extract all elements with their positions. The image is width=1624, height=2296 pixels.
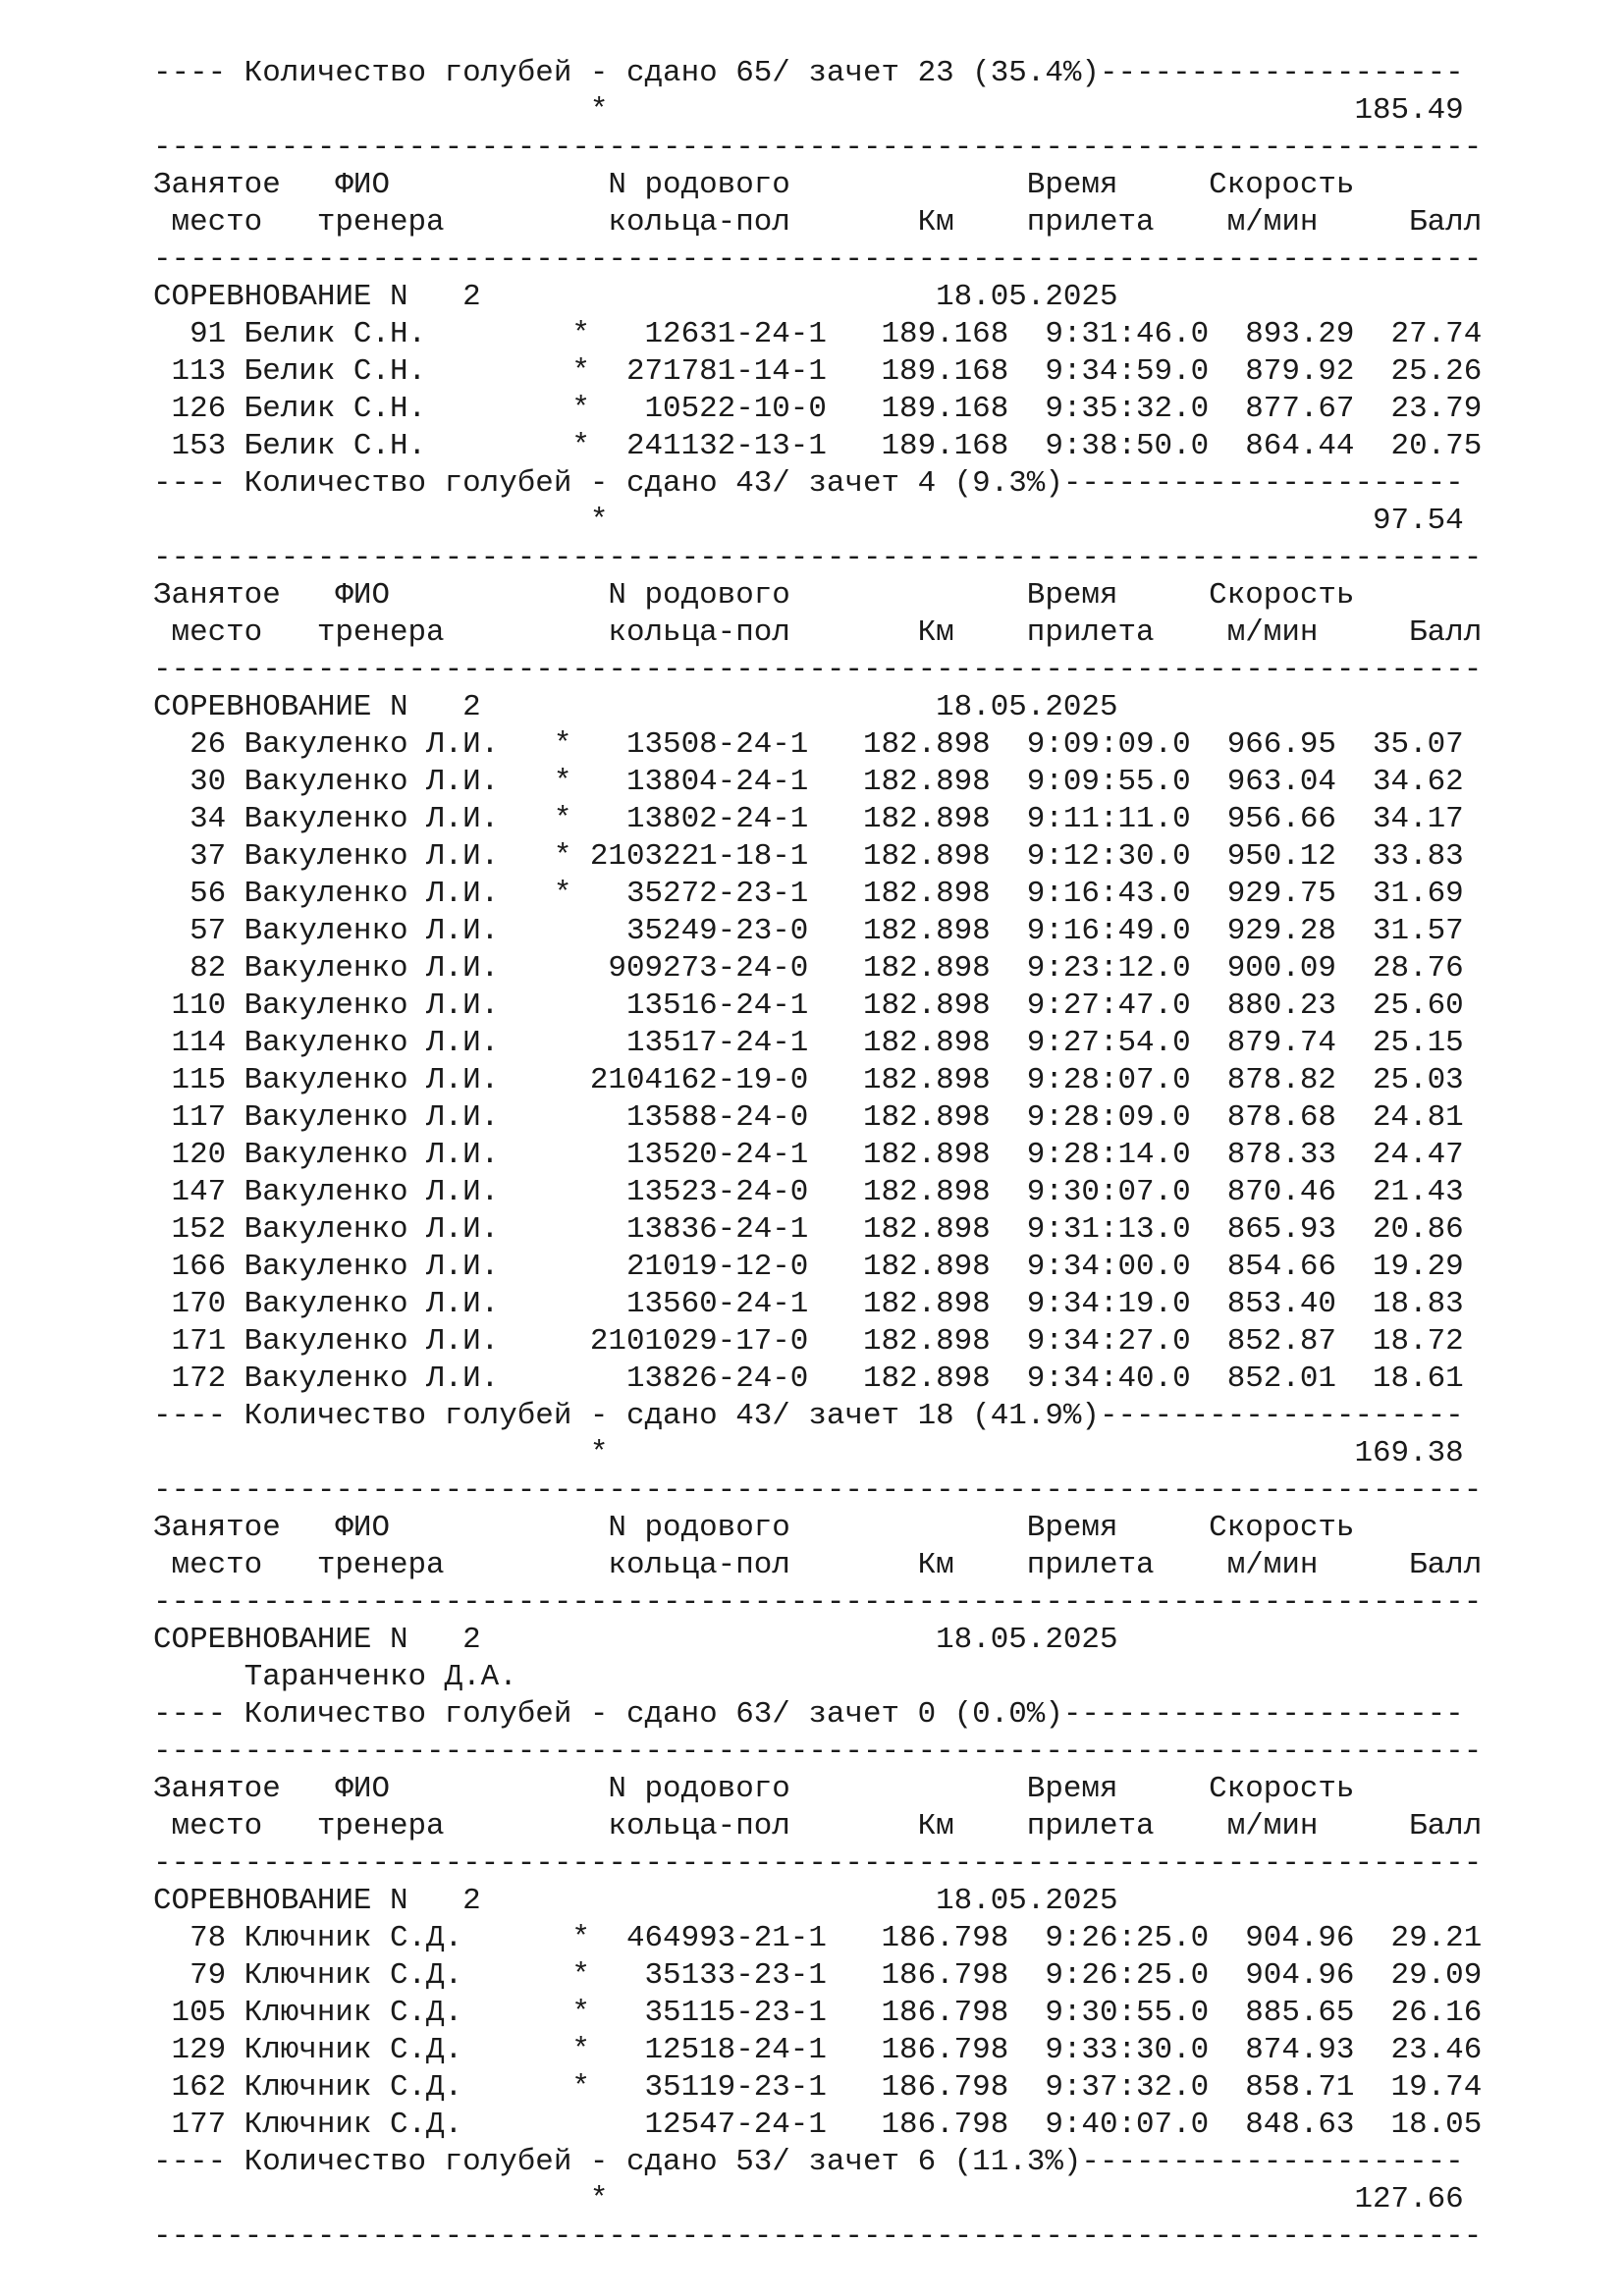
- separator-line: -------------------------------------------------------------------------: [153, 242, 1483, 277]
- result-row: 171 Вакуленко Л.И. 2101029-17-0 182.898 9:34:27.0 852.87 18.72: [153, 1324, 1464, 1359]
- summary-line: ---- Количество голубей - сдано 43/ зачет 18 (41.9%)--------------------: [153, 1399, 1464, 1433]
- separator-line: -------------------------------------------------------------------------: [153, 1735, 1483, 1769]
- separator-line: -------------------------------------------------------------------------: [153, 1473, 1483, 1508]
- column-header-line: Занятое ФИО N родового Время Скорость: [153, 1772, 1355, 1806]
- result-row: 162 Ключник С.Д. * 35119-23-1 186.798 9:37:32.0 858.71 19.74: [153, 2070, 1483, 2105]
- result-row: 117 Вакуленко Л.И. 13588-24-0 182.898 9:28:09.0 878.68 24.81: [153, 1100, 1464, 1135]
- competition-header-line: СОРЕВНОВАНИЕ N 2 18.05.2025: [153, 690, 1118, 724]
- result-row: 172 Вакуленко Л.И. 13826-24-0 182.898 9:34:40.0 852.01 18.61: [153, 1362, 1464, 1396]
- separator-line: -------------------------------------------------------------------------: [153, 541, 1483, 575]
- competition-header-line: СОРЕВНОВАНИЕ N 2 18.05.2025: [153, 1884, 1118, 1918]
- total-score-line: * 127.66: [153, 2182, 1464, 2216]
- summary-line: ---- Количество голубей - сдано 65/ зачет 23 (35.4%)--------------------: [153, 56, 1464, 90]
- result-row: 115 Вакуленко Л.И. 2104162-19-0 182.898 9:28:07.0 878.82 25.03: [153, 1063, 1464, 1097]
- column-header-line: Занятое ФИО N родового Время Скорость: [153, 1511, 1355, 1545]
- result-row: 37 Вакуленко Л.И. * 2103221-18-1 182.898 9:12:30.0 950.12 33.83: [153, 839, 1464, 874]
- column-subheader-line: место тренера кольца-пол Км прилета м/мин Балл: [153, 615, 1483, 650]
- column-header-line: Занятое ФИО N родового Время Скорость: [153, 168, 1355, 202]
- result-row: 79 Ключник С.Д. * 35133-23-1 186.798 9:26:25.0 904.96 29.09: [153, 1958, 1483, 1993]
- summary-line: ---- Количество голубей - сдано 63/ зачет 0 (0.0%)----------------------: [153, 1697, 1464, 1732]
- fancier-name-line: Таранченко Д.А.: [153, 1660, 517, 1694]
- separator-line: -------------------------------------------------------------------------: [153, 2219, 1483, 2254]
- result-row: 152 Вакуленко Л.И. 13836-24-1 182.898 9:31:13.0 865.93 20.86: [153, 1212, 1464, 1247]
- column-subheader-line: место тренера кольца-пол Км прилета м/мин Балл: [153, 1809, 1483, 1843]
- column-subheader-line: место тренера кольца-пол Км прилета м/мин Балл: [153, 1548, 1483, 1582]
- total-score-line: * 185.49: [153, 93, 1464, 128]
- result-row: 34 Вакуленко Л.И. * 13802-24-1 182.898 9:11:11.0 956.66 34.17: [153, 802, 1464, 836]
- result-row: 78 Ключник С.Д. * 464993-21-1 186.798 9:26:25.0 904.96 29.21: [153, 1921, 1483, 1955]
- separator-line: -------------------------------------------------------------------------: [153, 131, 1483, 165]
- column-subheader-line: место тренера кольца-пол Км прилета м/мин Балл: [153, 205, 1483, 240]
- result-row: 114 Вакуленко Л.И. 13517-24-1 182.898 9:27:54.0 879.74 25.15: [153, 1026, 1464, 1060]
- result-row: 91 Белик С.Н. * 12631-24-1 189.168 9:31:46.0 893.29 27.74: [153, 317, 1483, 351]
- separator-line: -------------------------------------------------------------------------: [153, 1585, 1483, 1620]
- result-row: 166 Вакуленко Л.И. 21019-12-0 182.898 9:34:00.0 854.66 19.29: [153, 1250, 1464, 1284]
- result-row: 105 Ключник С.Д. * 35115-23-1 186.798 9:30:55.0 885.65 26.16: [153, 1996, 1483, 2030]
- race-results-report: [153, 56, 1577, 2257]
- summary-line: ---- Количество голубей - сдано 53/ зачет 6 (11.3%)---------------------: [153, 2145, 1464, 2179]
- result-row: 82 Вакуленко Л.И. 909273-24-0 182.898 9:23:12.0 900.09 28.76: [153, 951, 1464, 986]
- result-row: 120 Вакуленко Л.И. 13520-24-1 182.898 9:28:14.0 878.33 24.47: [153, 1138, 1464, 1172]
- result-row: 30 Вакуленко Л.И. * 13804-24-1 182.898 9:09:55.0 963.04 34.62: [153, 765, 1464, 799]
- separator-line: -------------------------------------------------------------------------: [153, 653, 1483, 687]
- result-row: 126 Белик С.Н. * 10522-10-0 189.168 9:35:32.0 877.67 23.79: [153, 392, 1483, 426]
- result-row: 153 Белик С.Н. * 241132-13-1 189.168 9:38:50.0 864.44 20.75: [153, 429, 1483, 463]
- result-row: 110 Вакуленко Л.И. 13516-24-1 182.898 9:27:47.0 880.23 25.60: [153, 988, 1464, 1023]
- total-score-line: * 97.54: [153, 504, 1464, 538]
- result-row: 57 Вакуленко Л.И. 35249-23-0 182.898 9:16:49.0 929.28 31.57: [153, 914, 1464, 948]
- column-header-line: Занятое ФИО N родового Время Скорость: [153, 578, 1355, 613]
- result-row: 147 Вакуленко Л.И. 13523-24-0 182.898 9:30:07.0 870.46 21.43: [153, 1175, 1464, 1209]
- total-score-line: * 169.38: [153, 1436, 1464, 1470]
- result-row: 129 Ключник С.Д. * 12518-24-1 186.798 9:33:30.0 874.93 23.46: [153, 2033, 1483, 2067]
- result-row: 113 Белик С.Н. * 271781-14-1 189.168 9:34:59.0 879.92 25.26: [153, 354, 1483, 389]
- result-row: 56 Вакуленко Л.И. * 35272-23-1 182.898 9:16:43.0 929.75 31.69: [153, 877, 1464, 911]
- competition-header-line: СОРЕВНОВАНИЕ N 2 18.05.2025: [153, 280, 1118, 314]
- result-row: 177 Ключник С.Д. 12547-24-1 186.798 9:40:07.0 848.63 18.05: [153, 2108, 1483, 2142]
- separator-line: -------------------------------------------------------------------------: [153, 1846, 1483, 1881]
- result-row: 26 Вакуленко Л.И. * 13508-24-1 182.898 9:09:09.0 966.95 35.07: [153, 727, 1464, 762]
- competition-header-line: СОРЕВНОВАНИЕ N 2 18.05.2025: [153, 1623, 1118, 1657]
- summary-line: ---- Количество голубей - сдано 43/ зачет 4 (9.3%)----------------------: [153, 466, 1464, 501]
- result-row: 170 Вакуленко Л.И. 13560-24-1 182.898 9:34:19.0 853.40 18.83: [153, 1287, 1464, 1321]
